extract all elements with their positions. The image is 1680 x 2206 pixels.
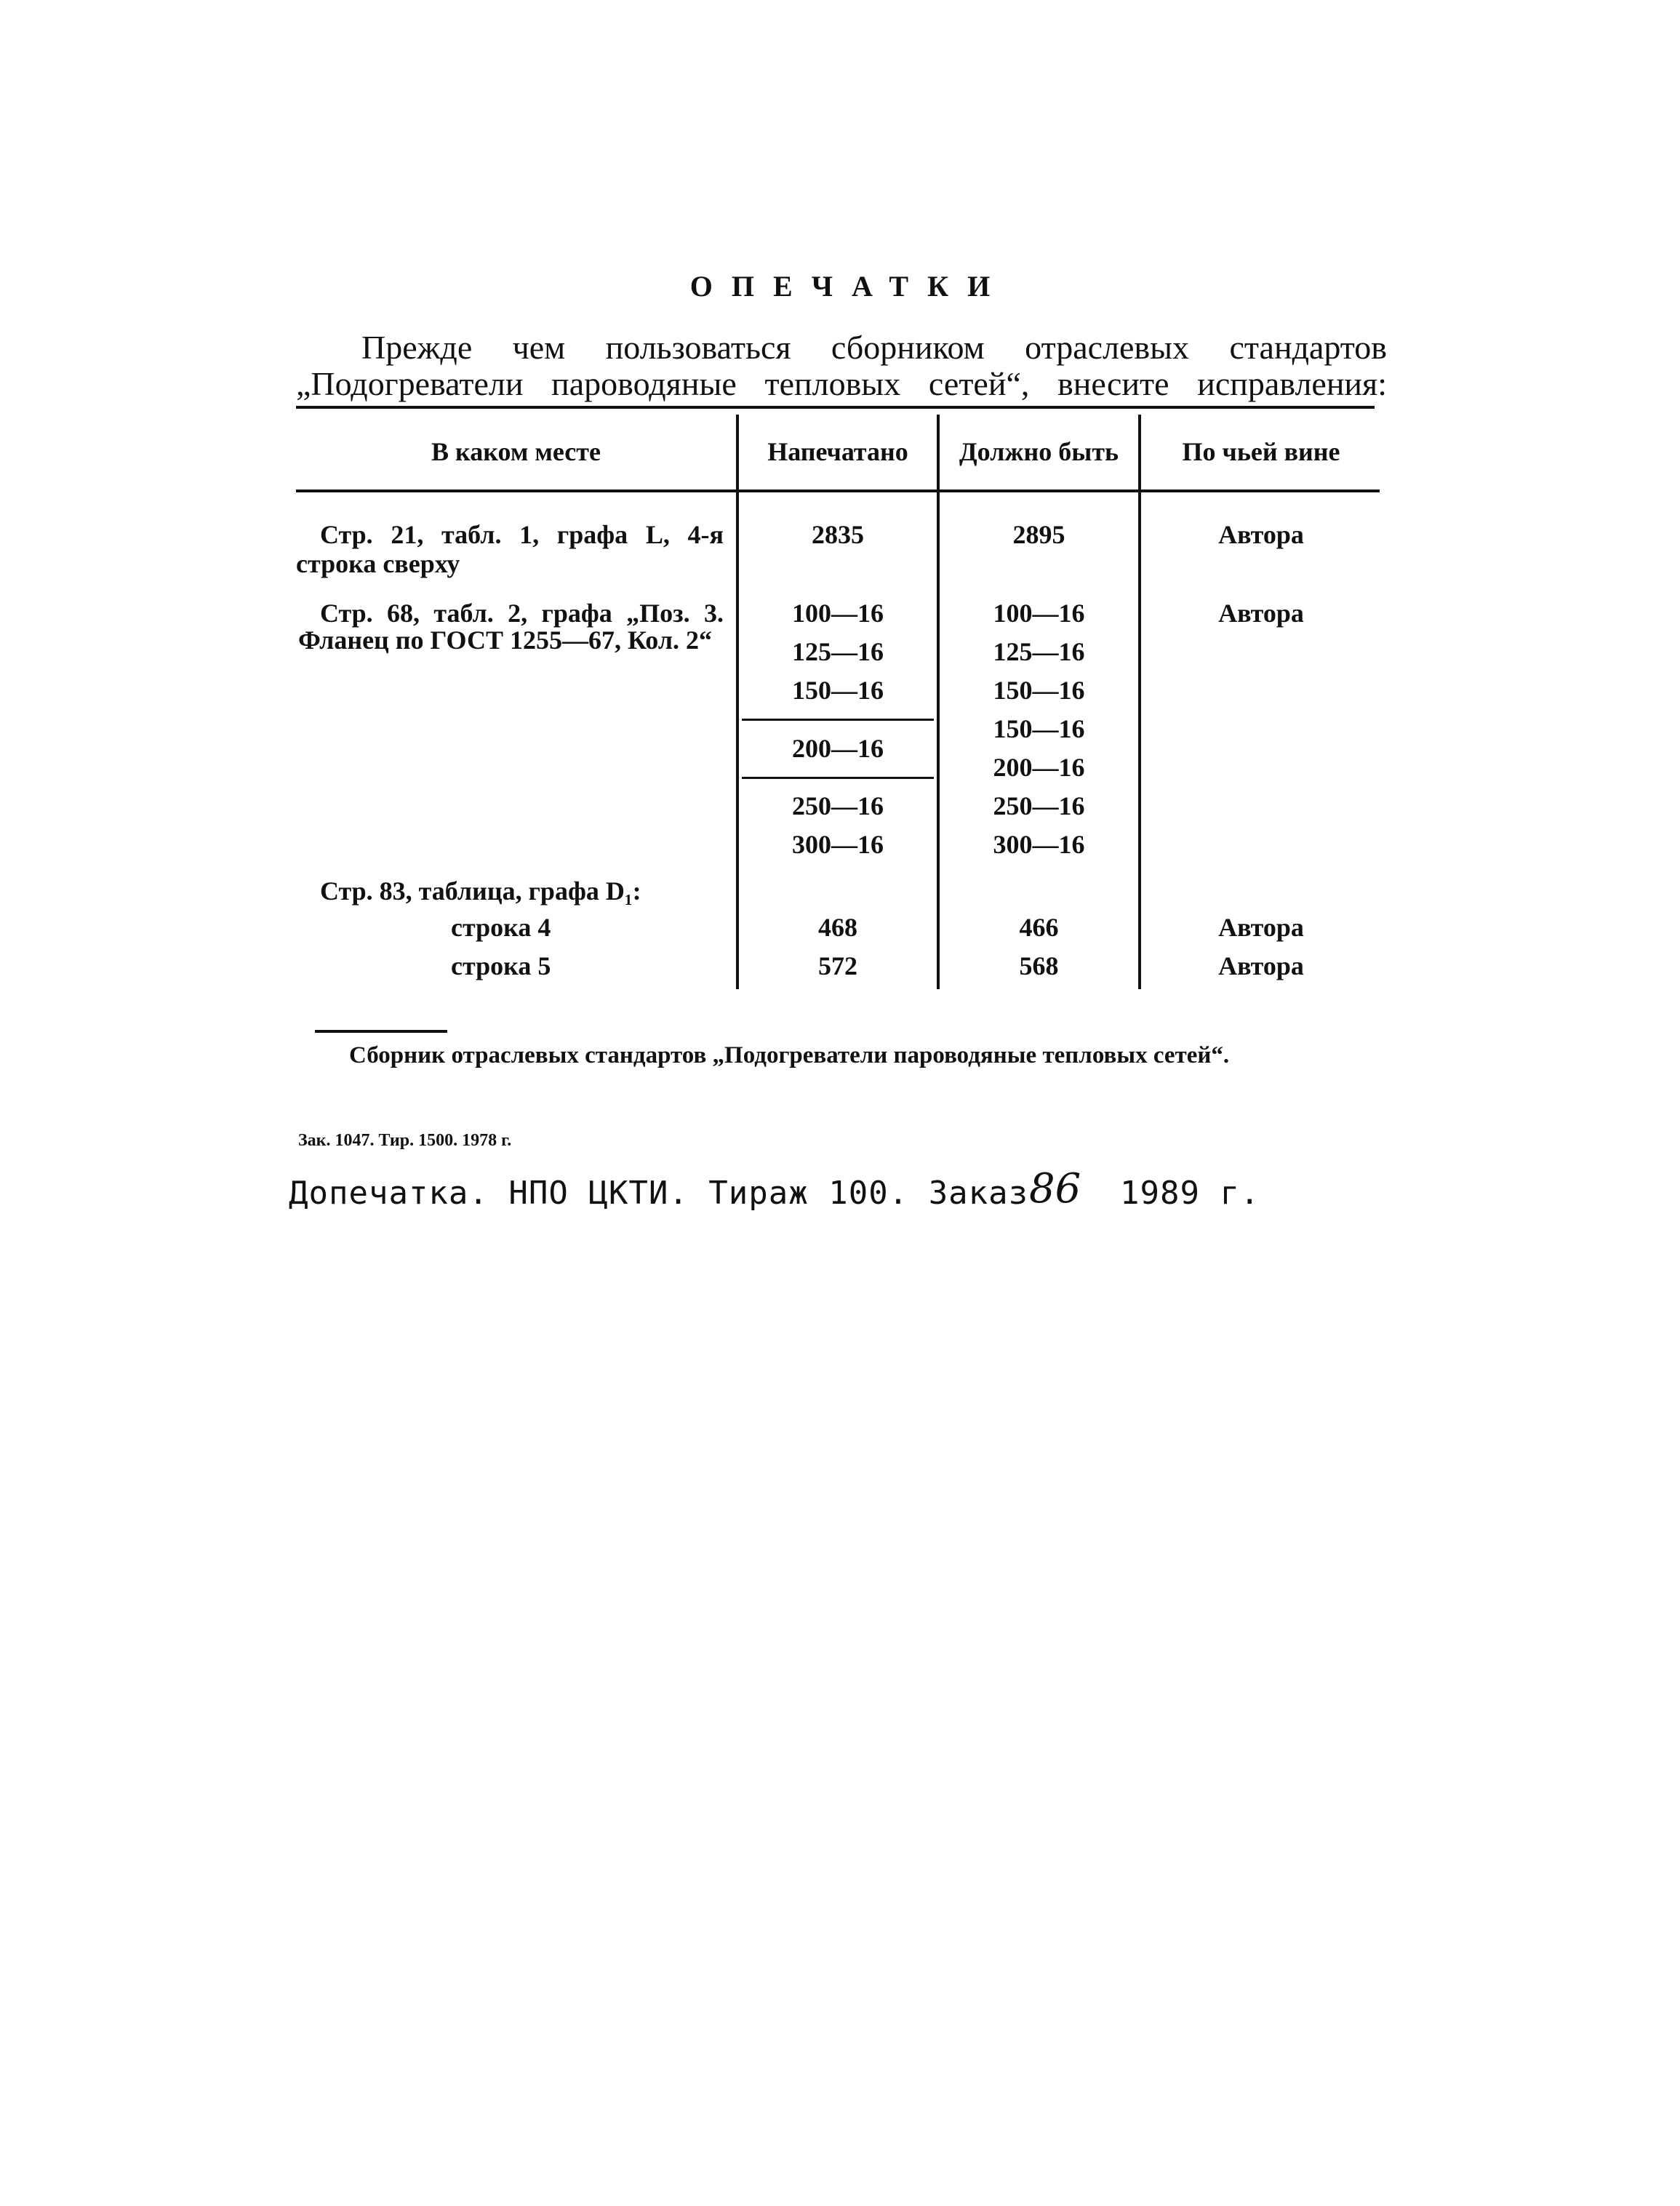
entry-3-row-1-label: строка 4 (451, 913, 551, 942)
footnote-text: Сборник отраслевых стандартов „Подогреватели пароводяные тепловых сетей“. (349, 1042, 1230, 1068)
imprint-text: Допечатка. НПО ЦКТИ. Тираж 100. Заказ (289, 1175, 1029, 1212)
entry-3-row-1-printed: 468 (818, 913, 857, 942)
entry-2-printed-2: 125—16 (792, 637, 884, 666)
entry-2-should-be-6: 250—16 (993, 791, 1085, 820)
column-divider-3 (1138, 415, 1141, 989)
entry-2-printed-1: 100—16 (792, 599, 884, 628)
entry-2-printed-5: 250—16 (792, 791, 884, 820)
entry-3-row-1-should-be: 466 (1019, 913, 1059, 942)
order-number: 86 (1029, 1165, 1081, 1212)
entry-2-should-be-4: 150—16 (993, 714, 1085, 743)
entry-2-printed-divider-1 (742, 719, 934, 721)
entry-2-should-be-1: 100—16 (993, 599, 1085, 628)
entry-3-row-2-should-be: 568 (1019, 951, 1059, 980)
intro-line-2: „Подогреватели пароводяные тепловых сетей“, внесите исправления: (296, 365, 1387, 402)
entry-3-row-1-fault: Автора (1218, 913, 1304, 942)
entry-2-printed-3: 150—16 (792, 676, 884, 705)
entry-3-row-2-fault: Автора (1218, 951, 1304, 980)
entry-1-printed: 2835 (812, 520, 864, 549)
entry-1-fault: Автора (1218, 520, 1304, 549)
page-title: ОПЕЧАТКИ (689, 270, 1009, 303)
header-should-be: Должно быть (959, 437, 1119, 466)
entry-2-printed-4: 200—16 (792, 734, 884, 763)
entry-2-fault: Автора (1218, 599, 1304, 628)
entry-3-location: Стр. 83, таблица, графа D₁: (320, 876, 641, 906)
entry-2-should-be-3: 150—16 (993, 676, 1085, 705)
entry-2-should-be-5: 200—16 (993, 753, 1085, 782)
entry-2-printed-divider-2 (742, 777, 934, 779)
entry-2-printed-6: 300—16 (792, 830, 884, 859)
small-imprint: Зак. 1047. Тир. 1500. 1978 г. (298, 1131, 512, 1150)
entry-1-location-line-2: строка сверху (296, 549, 460, 578)
header-printed: Напечатано (767, 437, 908, 466)
table-top-rule (296, 406, 1375, 409)
entry-2-should-be-2: 125—16 (993, 637, 1085, 666)
entry-2-should-be-7: 300—16 (993, 830, 1085, 859)
imprint-year: 1989 г. (1120, 1175, 1260, 1212)
entry-2-location-line-1: Стр. 68, табл. 2, графа „Поз. 3. (320, 599, 724, 628)
entry-1-should-be: 2895 (1012, 520, 1065, 549)
entry-1-location-line-1: Стр. 21, табл. 1, графа L, 4-я (320, 520, 724, 549)
entry-2-location-line-2: Фланец по ГОСТ 1255—67, Кол. 2“ (298, 626, 713, 655)
header-fault: По чьей вине (1182, 437, 1340, 466)
entry-3-row-2-printed: 572 (818, 951, 857, 980)
intro-line-1: Прежде чем пользоваться сборником отраслевых стандартов (361, 329, 1387, 366)
table-header-rule (296, 489, 1380, 492)
footnote-rule (315, 1030, 447, 1033)
header-location: В каком месте (431, 437, 601, 466)
entry-3-row-2-label: строка 5 (451, 951, 551, 980)
